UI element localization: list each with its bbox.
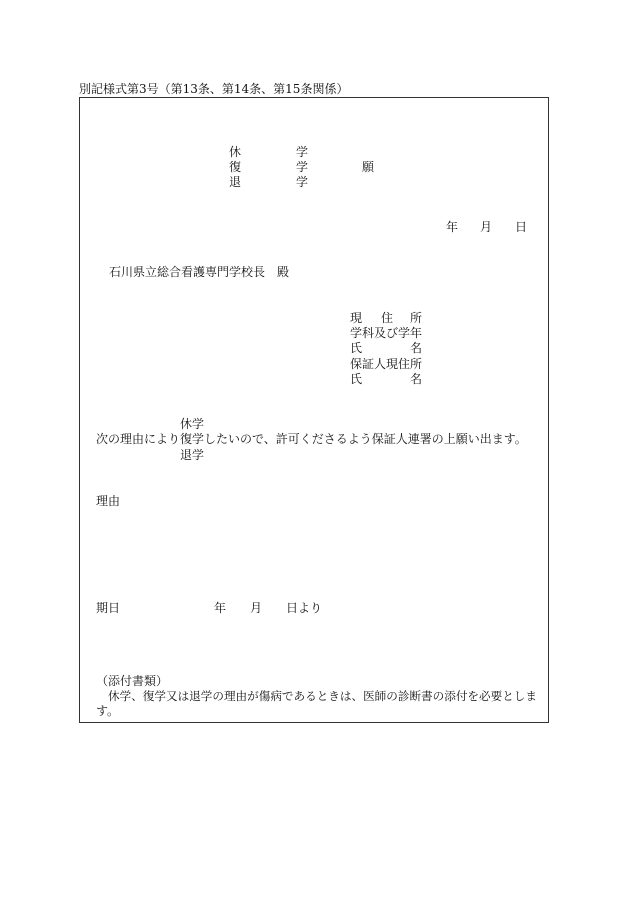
request-option-withdraw: 退学 <box>180 448 205 462</box>
period-label: 期日 <box>96 601 121 615</box>
guarantor-name-label-1: 氏 <box>350 372 363 386</box>
dept-year-label: 学科及び学年 <box>350 326 423 340</box>
attachments-note-line1: 休学、復学又は退学の理由が傷病であるときは、医師の診断書の添付を必要としま <box>108 689 537 703</box>
request-prefix: 次の理由により <box>96 432 181 446</box>
application-form-frame <box>79 97 549 723</box>
title-option-return-kanji-2: 学 <box>296 160 309 174</box>
period-year-label: 年 <box>214 601 227 615</box>
request-option-leave: 休学 <box>180 417 205 431</box>
name-label-2: 名 <box>410 341 423 355</box>
title-option-leave-kanji-2: 学 <box>296 145 309 159</box>
address-label-2: 住 <box>381 311 394 325</box>
attachments-heading: （添付書類） <box>96 674 169 688</box>
reason-label: 理由 <box>96 494 121 508</box>
request-option-return-text: 復学したいので、許可くださるよう保証人連署の上願い出ます。 <box>180 432 527 446</box>
title-option-withdraw-kanji: 退 <box>229 175 242 189</box>
title-option-return-kanji: 復 <box>229 160 242 174</box>
addressee: 石川県立総合看護専門学校長 殿 <box>109 265 290 279</box>
date-year-label: 年 <box>446 220 459 234</box>
name-label-1: 氏 <box>350 341 363 355</box>
form-number-note: 別記様式第3号（第13条、第14条、第15条関係） <box>79 82 349 96</box>
guarantor-name-label-2: 名 <box>410 372 423 386</box>
date-month-label: 月 <box>480 220 493 234</box>
guarantor-address-label: 保証人現住所 <box>350 357 423 371</box>
period-day-from-label: 日より <box>286 601 323 615</box>
attachments-note-line2: す。 <box>96 704 120 718</box>
address-label-1: 現 <box>350 311 363 325</box>
title-suffix: 願 <box>362 160 375 174</box>
title-option-withdraw-kanji-2: 学 <box>296 175 309 189</box>
period-month-label: 月 <box>250 601 263 615</box>
date-day-label: 日 <box>515 220 528 234</box>
title-option-leave-kanji: 休 <box>229 145 242 159</box>
address-label-3: 所 <box>410 311 423 325</box>
